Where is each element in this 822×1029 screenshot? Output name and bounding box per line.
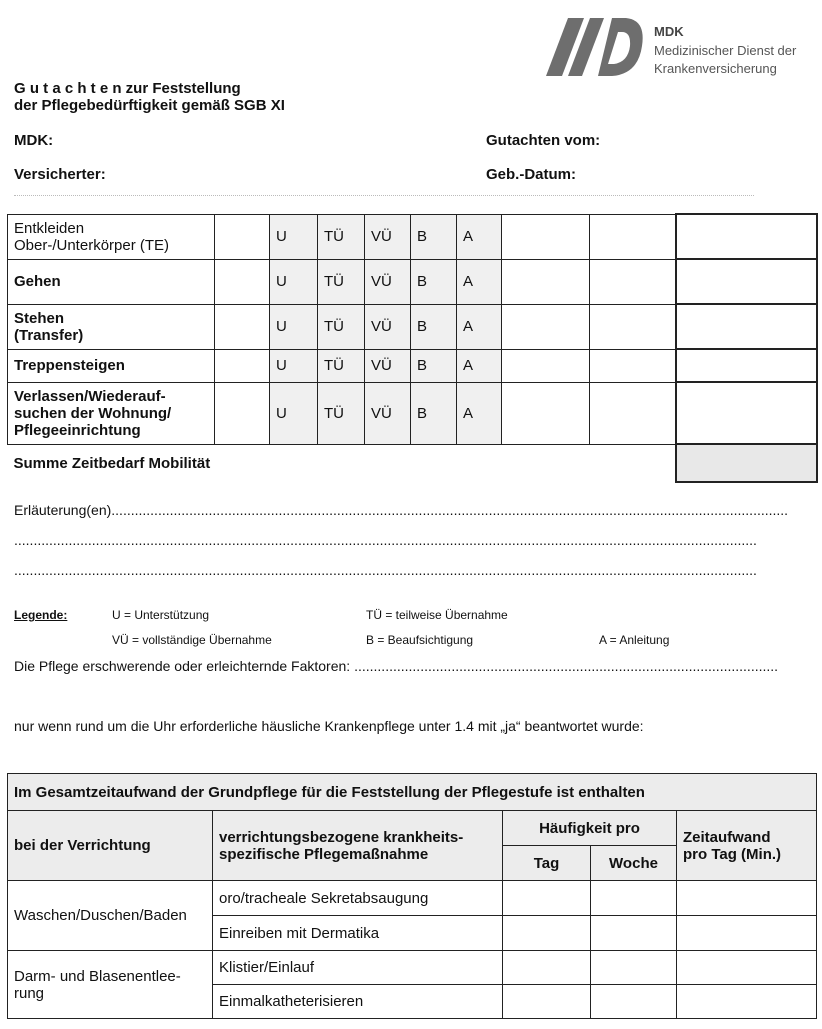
verrichtung-label: Darm- und Blasenentlee- rung bbox=[8, 951, 213, 1019]
document-title-line-2: der Pflegebedürftigkeit gemäß SGB XI bbox=[14, 97, 285, 114]
note-cell[interactable] bbox=[215, 259, 270, 304]
summe-label: Summe Zeitbedarf Mobilität bbox=[13, 454, 211, 472]
note-cell[interactable] bbox=[215, 214, 270, 259]
code-a[interactable]: A bbox=[457, 214, 502, 259]
zeit-cell[interactable] bbox=[677, 985, 817, 1019]
condition-note: nur wenn rund um die Uhr erforderliche häusliche Krankenpflege unter 1.4 mit „ja“ beantwortet wurde: bbox=[14, 718, 644, 734]
activity-label: Entkleiden Ober-/Unterkörper (TE) bbox=[8, 214, 215, 259]
code-tu[interactable]: TÜ bbox=[318, 259, 365, 304]
faktoren-line[interactable]: Die Pflege erschwerende oder erleichternde Faktoren: ............................................................................................................. bbox=[14, 658, 779, 674]
code-vu[interactable]: VÜ bbox=[365, 382, 411, 444]
col-header-woche: Woche bbox=[591, 846, 677, 881]
legend-title: Legende: bbox=[14, 608, 68, 622]
verrichtung-label: Waschen/Duschen/Baden bbox=[8, 881, 213, 951]
table-row bbox=[8, 304, 817, 349]
tag-cell[interactable] bbox=[503, 985, 591, 1019]
time-cell[interactable] bbox=[676, 259, 817, 304]
woche-cell[interactable] bbox=[591, 951, 677, 985]
logo-abbreviation: MDK bbox=[654, 24, 684, 39]
code-vu[interactable]: VÜ bbox=[365, 214, 411, 259]
code-tu[interactable]: TÜ bbox=[318, 382, 365, 444]
activity-label: Treppensteigen bbox=[8, 349, 215, 382]
table-row bbox=[8, 349, 817, 382]
mdk-label: MDK: bbox=[14, 132, 54, 149]
code-u[interactable]: U bbox=[270, 304, 318, 349]
entry-cell[interactable] bbox=[502, 349, 590, 382]
entry-cell[interactable] bbox=[590, 349, 676, 382]
column-header-row bbox=[8, 811, 817, 846]
code-u[interactable]: U bbox=[270, 214, 318, 259]
gutachten-date-label: Gutachten vom: bbox=[486, 132, 601, 149]
zeit-cell[interactable] bbox=[677, 916, 817, 951]
code-a[interactable]: A bbox=[457, 349, 502, 382]
grundpflege-table bbox=[7, 773, 817, 1019]
logo-text-line-1: Medizinischer Dienst der bbox=[654, 43, 797, 58]
legend-tu: TÜ = teilweise Übernahme bbox=[366, 608, 508, 622]
table-title: Im Gesamtzeitaufwand der Grundpflege für die Feststellung der Pflegestufe ist enthalten bbox=[8, 774, 817, 811]
entry-cell[interactable] bbox=[590, 382, 676, 444]
note-cell[interactable] bbox=[215, 382, 270, 444]
woche-cell[interactable] bbox=[591, 916, 677, 951]
table-row bbox=[8, 214, 817, 259]
code-u[interactable]: U bbox=[270, 349, 318, 382]
time-cell[interactable] bbox=[676, 382, 817, 444]
activity-label: Gehen bbox=[8, 259, 215, 304]
code-b[interactable]: B bbox=[411, 259, 457, 304]
code-b[interactable]: B bbox=[411, 382, 457, 444]
col-header-haeufigkeit: Häufigkeit pro bbox=[503, 811, 677, 846]
mdk-logo-mark-icon bbox=[546, 8, 646, 80]
note-cell[interactable] bbox=[215, 304, 270, 349]
woche-cell[interactable] bbox=[591, 881, 677, 916]
activity-label: Stehen (Transfer) bbox=[8, 304, 215, 349]
legend-vu: VÜ = vollständige Übernahme bbox=[112, 633, 272, 647]
legend-u: U = Unterstützung bbox=[112, 608, 210, 622]
col-header-tag: Tag bbox=[503, 846, 591, 881]
header-divider bbox=[14, 195, 754, 196]
code-a[interactable]: A bbox=[457, 304, 502, 349]
code-a[interactable]: A bbox=[457, 259, 502, 304]
zeit-cell[interactable] bbox=[677, 881, 817, 916]
table-row bbox=[8, 259, 817, 304]
woche-cell[interactable] bbox=[591, 985, 677, 1019]
entry-cell[interactable] bbox=[502, 382, 590, 444]
code-vu[interactable]: VÜ bbox=[365, 349, 411, 382]
col-header-massnahme: verrichtungsbezogene krankheits- spezifische Pflegemaßnahme bbox=[213, 811, 503, 881]
zeit-cell[interactable] bbox=[677, 951, 817, 985]
document-title-line-1: G u t a c h t e n zur Feststellung bbox=[14, 80, 241, 97]
tag-cell[interactable] bbox=[503, 881, 591, 916]
code-b[interactable]: B bbox=[411, 214, 457, 259]
massnahme-label: Einmalkatheterisieren bbox=[213, 985, 503, 1019]
entry-cell[interactable] bbox=[590, 304, 676, 349]
birthdate-label: Geb.-Datum: bbox=[486, 166, 576, 183]
legend-b: B = Beaufsichtigung bbox=[366, 633, 474, 647]
time-cell[interactable] bbox=[676, 304, 817, 349]
note-cell[interactable] bbox=[215, 349, 270, 382]
summe-row bbox=[8, 444, 817, 482]
mdk-logo bbox=[546, 8, 808, 80]
activity-label: Verlassen/Wiederauf- suchen der Wohnung/ Pflegeeinrichtung bbox=[8, 382, 215, 444]
col-header-zeitaufwand: Zeitaufwand pro Tag (Min.) bbox=[677, 811, 817, 881]
erlaeuterung-line-2[interactable]: ............................................................................................................................................................................................... bbox=[14, 532, 757, 548]
erlaeuterung-line-3[interactable]: ............................................................................................................................................................................................... bbox=[14, 562, 757, 578]
document-title bbox=[14, 80, 285, 114]
time-cell[interactable] bbox=[676, 349, 817, 382]
code-a[interactable]: A bbox=[457, 382, 502, 444]
table-row bbox=[8, 382, 817, 444]
table-row bbox=[8, 881, 817, 916]
code-tu[interactable]: TÜ bbox=[318, 304, 365, 349]
code-tu[interactable]: TÜ bbox=[318, 214, 365, 259]
code-tu[interactable]: TÜ bbox=[318, 349, 365, 382]
code-b[interactable]: B bbox=[411, 349, 457, 382]
erlaeuterung-line-1[interactable]: Erläuterung(en).............................................................................................................................................................................. bbox=[14, 502, 789, 518]
logo-text-line-2: Krankenversicherung bbox=[654, 61, 777, 76]
tag-cell[interactable] bbox=[503, 951, 591, 985]
code-u[interactable]: U bbox=[270, 259, 318, 304]
code-vu[interactable]: VÜ bbox=[365, 259, 411, 304]
massnahme-label: Klistier/Einlauf bbox=[213, 951, 503, 985]
tag-cell[interactable] bbox=[503, 916, 591, 951]
summe-value-cell[interactable] bbox=[676, 444, 817, 482]
entry-cell[interactable] bbox=[502, 259, 590, 304]
table-row bbox=[8, 951, 817, 985]
entry-cell[interactable] bbox=[502, 214, 590, 259]
table-header-row bbox=[8, 774, 817, 811]
mobility-table bbox=[7, 213, 818, 483]
time-cell[interactable] bbox=[676, 214, 817, 259]
versicherter-label: Versicherter: bbox=[14, 166, 106, 183]
entry-cell[interactable] bbox=[590, 214, 676, 259]
massnahme-label: oro/tracheale Sekretabsaugung bbox=[213, 881, 503, 916]
entry-cell[interactable] bbox=[502, 304, 590, 349]
entry-cell[interactable] bbox=[590, 259, 676, 304]
code-b[interactable]: B bbox=[411, 304, 457, 349]
code-u[interactable]: U bbox=[270, 382, 318, 444]
massnahme-label: Einreiben mit Dermatika bbox=[213, 916, 503, 951]
legend-a: A = Anleitung bbox=[599, 633, 670, 647]
code-vu[interactable]: VÜ bbox=[365, 304, 411, 349]
col-header-verrichtung: bei der Verrichtung bbox=[8, 811, 213, 881]
